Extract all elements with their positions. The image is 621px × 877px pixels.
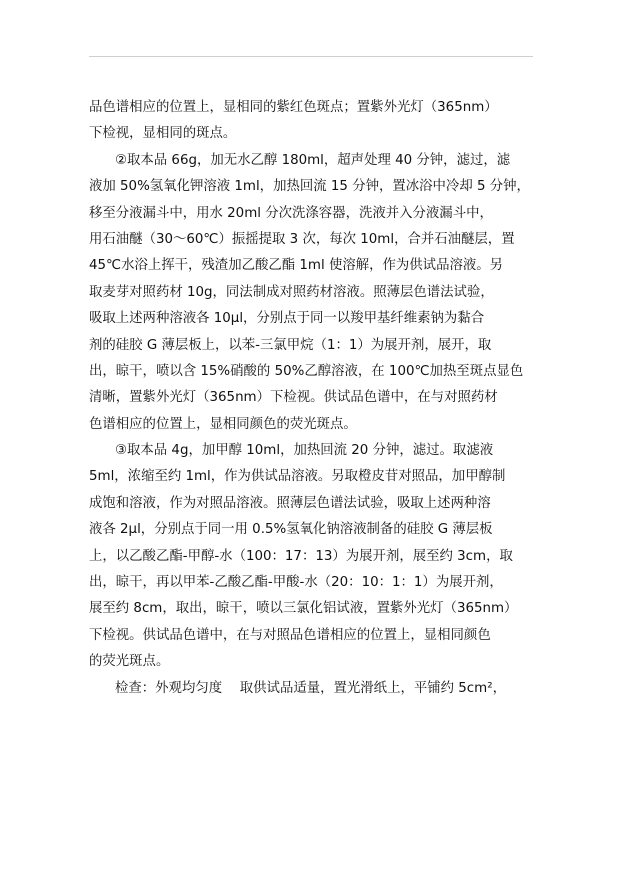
text-line: 45℃水浴上挥干，残渣加乙酸乙酯 1ml 使溶解，作为供试品溶液。另 [89, 258, 504, 274]
text-line: 品色谱相应的位置上，显相同的紫红色斑点；置紫外光灯（365nm） [89, 100, 498, 115]
text-line: 移至分液漏斗中，用水 20ml 分次洗涤容器，洗液并入分液漏斗中， [89, 205, 493, 221]
text-line: 色谱相应的位置上，显相同颜色的荧光斑点。 [89, 416, 357, 432]
text-line: 展至约 8cm，取出，晾干，喷以三氯化铝试液，置紫外光灯（365nm） [89, 601, 518, 617]
text-line: 出，晾干，喷以含 15%硝酸的 50%乙醇溶液，在 100℃加热至斑点显色 [89, 363, 524, 379]
text-line: 下检视。供试品色谱中，在与对照品色谱相应的位置上，显相同颜色 [89, 627, 491, 643]
text-line: 用石油醚（30～60℃）振摇提取 3 次，每次 10ml，合并石油醚层，置 [89, 231, 515, 247]
paragraph-start-line: 检查：外观均匀度 取供试品适量，置光滑纸上，平铺约 5cm²， [115, 680, 506, 696]
paragraph-start-line: ②取本品 66g，加无水乙醇 180ml，超声处理 40 分钟，滤过，滤 [115, 152, 511, 168]
text-line: 剂的硅胶 G 薄层板上，以苯-三氯甲烷（1：1）为展开剂，展开，取 [89, 337, 492, 353]
text-line: 液各 2μl，分别点于同一用 0.5%氢氧化钠溶液制备的硅胶 G 薄层板 [89, 522, 493, 538]
text-line: 吸取上述两种溶液各 10μl，分别点于同一以羧甲基纤维素钠为黏合 [89, 311, 485, 327]
text-line: 5ml，浓缩至约 1ml，作为供试品溶液。另取橙皮苷对照品，加甲醇制 [89, 469, 506, 485]
text-line: 出，晾干，再以甲苯-乙酸乙酯-甲酸-水（20：10：1：1）为展开剂， [89, 575, 503, 591]
text-line: 液加 50%氢氧化钾溶液 1ml，加热回流 15 分钟，置冰浴中冷却 5 分钟， [89, 179, 530, 195]
text-line: 清晰，置紫外光灯（365nm）下检视。供试品色谱中，在与对照药材 [89, 390, 498, 406]
text-line: 成饱和溶液，作为对照品溶液。照薄层色谱法试验，吸取上述两种溶 [89, 495, 491, 511]
header-rule [89, 56, 533, 57]
text-line: 取麦芽对照药材 10g，同法制成对照药材溶液。照薄层色谱法试验， [89, 284, 494, 300]
text-line: 的荧光斑点。 [89, 654, 170, 670]
text-line: 下检视，显相同的斑点。 [89, 126, 237, 142]
text-line: 上，以乙酸乙酯-甲醇-水（100：17：13）为展开剂，展至约 3cm，取 [89, 548, 513, 564]
paragraph-start-line: ③取本品 4g，加甲醇 10ml，加热回流 20 分钟，滤过。取滤液 [115, 443, 494, 459]
document-body [89, 95, 539, 702]
